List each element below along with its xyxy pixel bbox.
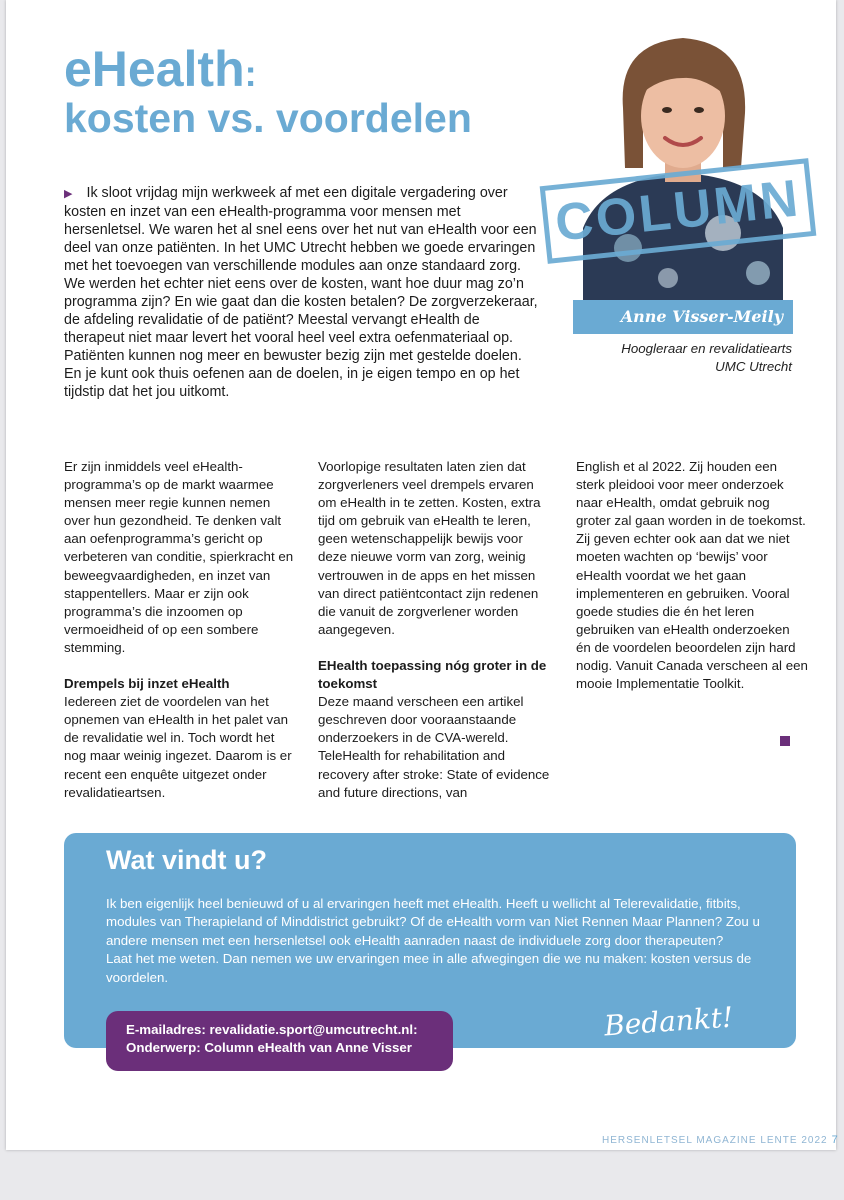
paragraph: English et al 2022. Zij houden een sterk pleidooi voor meer onderzoek naar eHealth, omdat gebruik nog groter zal gaan worden in de toekomst. Zij geven echter ook aan dat we niet moeten wachten op ‘bewijs’ voor eHealth voordat we het gaan implementeren en gebruiken. Vooral goede studies die én het leren gebruiken van eHealth onderzoeken én de voordelen beoordelen zijn hard nodig. Vanuit Canada verscheen al een mooie Implementatie Toolkit. (576, 459, 808, 692)
callout-title: Wat vindt u? (106, 845, 267, 875)
bullet-arrow-icon: ▶ (64, 188, 73, 200)
column-stamp-text: COLUMN (552, 169, 804, 253)
thanks-signature: Bedankt! (603, 1000, 735, 1043)
magazine-name: HERSENLETSEL MAGAZINE LENTE 2022 (602, 1135, 828, 1146)
paragraph: Deze maand verscheen een artikel geschreven door vooraanstaande onderzoekers in de CVA-wereld. TeleHealth for rehabilitation and recovery after stroke: State of evidence and future directions, van (318, 694, 550, 800)
contact-subject: Onderwerp: Column eHealth van Anne Visser (126, 1040, 412, 1055)
magazine-page (6, 0, 839, 1150)
author-name: Anne Visser-Meily (573, 300, 793, 334)
end-of-article-marker-icon (780, 736, 790, 746)
author-role-title: Hoogleraar en revalidatiearts (621, 341, 792, 356)
callout-text: Ik ben eigenlijk heel benieuwd of u al ervaringen heeft met eHealth. Heeft u wellicht al Telerevalidatie, fitbits, modules van Therapieland of Minddistrict gebruikt? Of de eHealth vorm van Niet Rennen Maar Plannen? Zou u andere mensen met een hersenletsel ook eHealth aanraden naast de individuele zorg door therapeuten? Laat het me weten. Dan nemen we uw ervaringen mee in alle afwegingen die we nu maken: kosten versus de voordelen. (106, 896, 760, 985)
author-affiliation: UMC Utrecht (715, 359, 792, 374)
subheading: EHealth toepassing nóg groter in de toekomst (318, 657, 547, 692)
author-role (526, 340, 792, 376)
intro-paragraph: ▶ Ik sloot vrijdag mijn werkweek af met een digitale vergadering over kosten en inzet van een eHealth-programma voor mensen met hersenletsel. We waren het al snel eens over het nut van eHealth voor een deel van onze patiënten. In het UMC Utrecht hebben we goede ervaringen met het toevoegen van verschillende modules aan onze standaard zorg. We werden het echter niet eens over de kosten, want hoe duur mag zo’n programma zijn? En wie gaat dan die kosten betalen? De zorgverzekeraar, de afdeling revalidatie of de patiënt? Meestal vervangt eHealth de therapeut niet maar levert het vooral heel veel extra oefenmateriaal op. Patiënten kunnen nog meer en bewuster bezig zijn met gestelde doelen. En je kunt ook thuis oefenen aan de doelen, in je eigen tempo en op het tijdstip dat het jou uitkomt. (64, 185, 538, 400)
page-footer (602, 1134, 839, 1146)
text-column-1 (64, 458, 296, 802)
contact-email[interactable]: E-mailadres: revalidatie.sport@umcutrecht.nl: (126, 1022, 418, 1037)
text-column-3 (576, 458, 808, 693)
subheading: Drempels bij inzet eHealth (64, 676, 230, 692)
title-line-2: kosten vs. voordelen (64, 95, 472, 141)
title-line-1: eHealth: (64, 41, 257, 97)
paragraph: Voorlopige resultaten laten zien dat zorgverleners veel drempels ervaren om eHealth in te zetten. Kosten, extra tijd om gebruik van eHealth te leren, geen wetenschappelijk bewijs voor deze nieuwe vorm van zorg, weinig vertrouwen in de apps en het missen van direct patiëntcontact zijn redenen die vanuit de zorgverlener worden aangegeven. (318, 459, 541, 637)
paragraph: Er zijn inmiddels veel eHealth-programma’s op de markt waarmee mensen meer regie kunnen nemen over hun gezondheid. Te denken valt aan oefenprogramma’s gericht op verbeteren van conditie, spierkracht en beweegvaardigheden, en inzet van stappentellers. Maar er zijn ook programma’s die inzoomen op vermoeidheid of op een sombere stemming. (64, 459, 294, 655)
author-portrait (573, 18, 793, 302)
article-title (64, 41, 472, 141)
paragraph: Iedereen ziet de voordelen van het opnemen van eHealth in het palet van de revalidatie wel in. Toch wordt het nog maar weinig ingezet. Daarom is er recent een enquête uitgezet onder revalidatieartsen. (64, 694, 292, 800)
text-column-2 (318, 458, 550, 802)
contact-box (106, 1011, 453, 1071)
page-number: 7 (831, 1134, 839, 1146)
